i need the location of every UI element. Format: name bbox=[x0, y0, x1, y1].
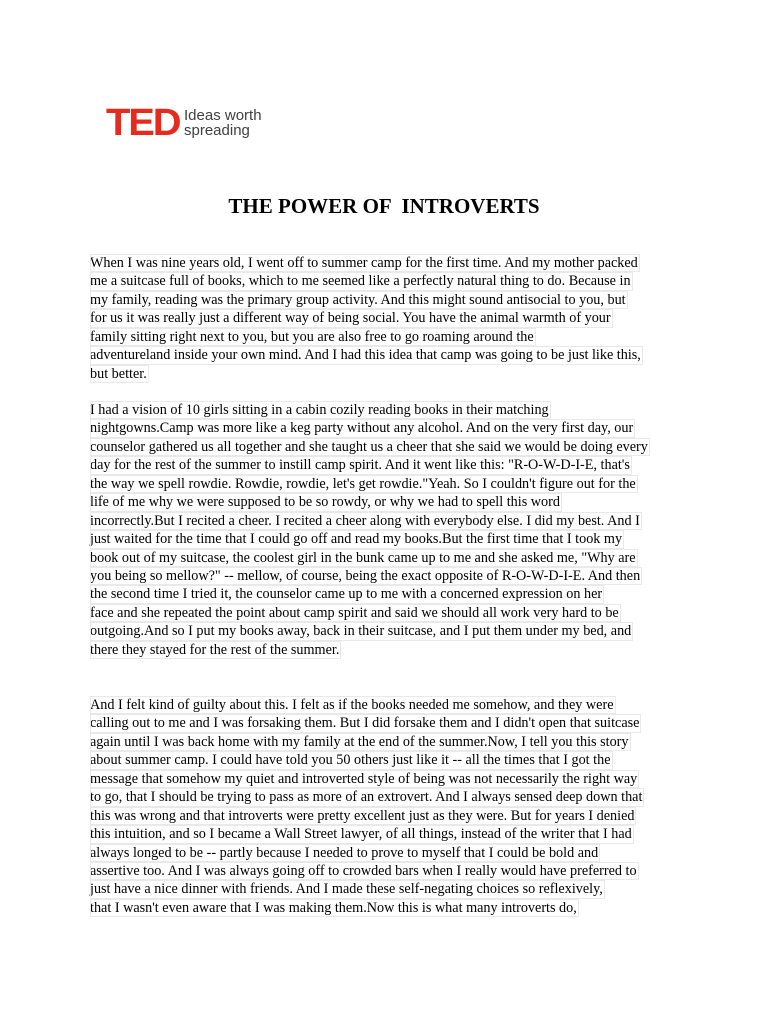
text-line: book out of my suitcase, the coolest girl in the bunk came up to me and she asked me, "Why are bbox=[90, 549, 636, 566]
text-line: again until I was back home with my family at the end of the summer.Now, I tell you this story bbox=[90, 733, 629, 750]
text-line: outgoing.And so I put my books away, back in their suitcase, and I put them under my bed, and bbox=[90, 623, 632, 640]
paragraph-3 bbox=[90, 696, 690, 917]
text-line: me a suitcase full of books, which to me seemed like a perfectly natural thing to do. Because in bbox=[90, 273, 631, 290]
text-line: just have a nice dinner with friends. And I made these self-negating choices so reflexively, bbox=[90, 881, 603, 898]
text-line: counselor gathered us all together and she taught us a cheer that she said we would be doing every bbox=[90, 438, 648, 455]
text-line: adventureland inside your own mind. And I had this idea that camp was going to be just like this, bbox=[90, 347, 641, 364]
text-line: that I wasn't even aware that I was making them.Now this is what many introverts do, bbox=[90, 899, 577, 916]
paragraph-2 bbox=[90, 401, 690, 659]
text-line: the way we spell rowdie. Rowdie, rowdie, let's get rowdie."Yeah. So I couldn't figure out for the bbox=[90, 475, 636, 492]
text-line: family sitting right next to you, but you are also free to go roaming around the bbox=[90, 328, 534, 345]
text-line: my family, reading was the primary group activity. And this might sound antisocial to you, but bbox=[90, 291, 626, 308]
text-line: you being so mellow?" -- mellow, of course, being the exact opposite of R-O-W-D-I-E. And then bbox=[90, 567, 641, 584]
text-line: incorrectly.But I recited a cheer. I recited a cheer along with everybody else. I did my best. And I bbox=[90, 512, 640, 529]
text-line: this was wrong and that introverts were pretty excellent just as they were. But for years I denied bbox=[90, 807, 635, 824]
text-line: about summer camp. I could have told you 50 others just like it -- all the times that I got the bbox=[90, 752, 611, 769]
text-line: always longed to be -- partly because I needed to prove to myself that I could be bold and bbox=[90, 844, 599, 861]
text-line: day for the rest of the summer to instill camp spirit. And it went like this: "R-O-W-D-I-E, that's bbox=[90, 457, 630, 474]
paragraph-1 bbox=[90, 254, 690, 383]
text-line: When I was nine years old, I went off to summer camp for the first time. And my mother packed bbox=[90, 255, 638, 271]
text-line: calling out to me and I was forsaking them. But I did forsake them and I didn't open that suitcase bbox=[90, 715, 640, 732]
text-line: the second time I tried it, the counselor came up to me with a concerned expression on her bbox=[90, 586, 603, 603]
text-line: And I felt kind of guilty about this. I felt as if the books needed me somehow, and they were bbox=[90, 697, 614, 713]
ted-logo-tagline bbox=[184, 108, 274, 138]
text-line: there they stayed for the rest of the summer. bbox=[90, 641, 340, 658]
text-line: but better. bbox=[90, 365, 147, 382]
text-line: life of me why we were supposed to be so rowdy, or why we had to spell this word bbox=[90, 494, 560, 511]
text-line: assertive too. And I was always going off to crowded bars when I really would have preferred to bbox=[90, 862, 637, 879]
ted-logo-mark: TED bbox=[106, 102, 180, 144]
text-line: to go, that I should be trying to pass as more of an extrovert. And I always sensed deep down that bbox=[90, 789, 643, 806]
text-line: just waited for the time that I could go off and read my books.But the first time that I took my bbox=[90, 531, 623, 548]
text-line: nightgowns.Camp was more like a keg party without any alcohol. And on the very first day, our bbox=[90, 420, 634, 437]
text-line: this intuition, and so I became a Wall Street lawyer, of all things, instead of the writer that I had bbox=[90, 826, 632, 843]
text-line: face and she repeated the point about camp spirit and said we should all work very hard to be bbox=[90, 604, 619, 621]
text-line: for us it was really just a different way of being social. You have the animal warmth of your bbox=[90, 310, 611, 327]
text-line: I had a vision of 10 girls sitting in a cabin cozily reading books in their matching bbox=[90, 402, 549, 418]
tagline-line-2: spreading bbox=[184, 122, 250, 139]
text-line: message that somehow my quiet and introverted style of being was not necessarily the right way bbox=[90, 770, 638, 787]
ted-logo bbox=[106, 104, 274, 142]
tagline-line-1: Ideas worth bbox=[184, 107, 262, 124]
document-title: THE POWER OF INTROVERTS bbox=[228, 194, 540, 218]
